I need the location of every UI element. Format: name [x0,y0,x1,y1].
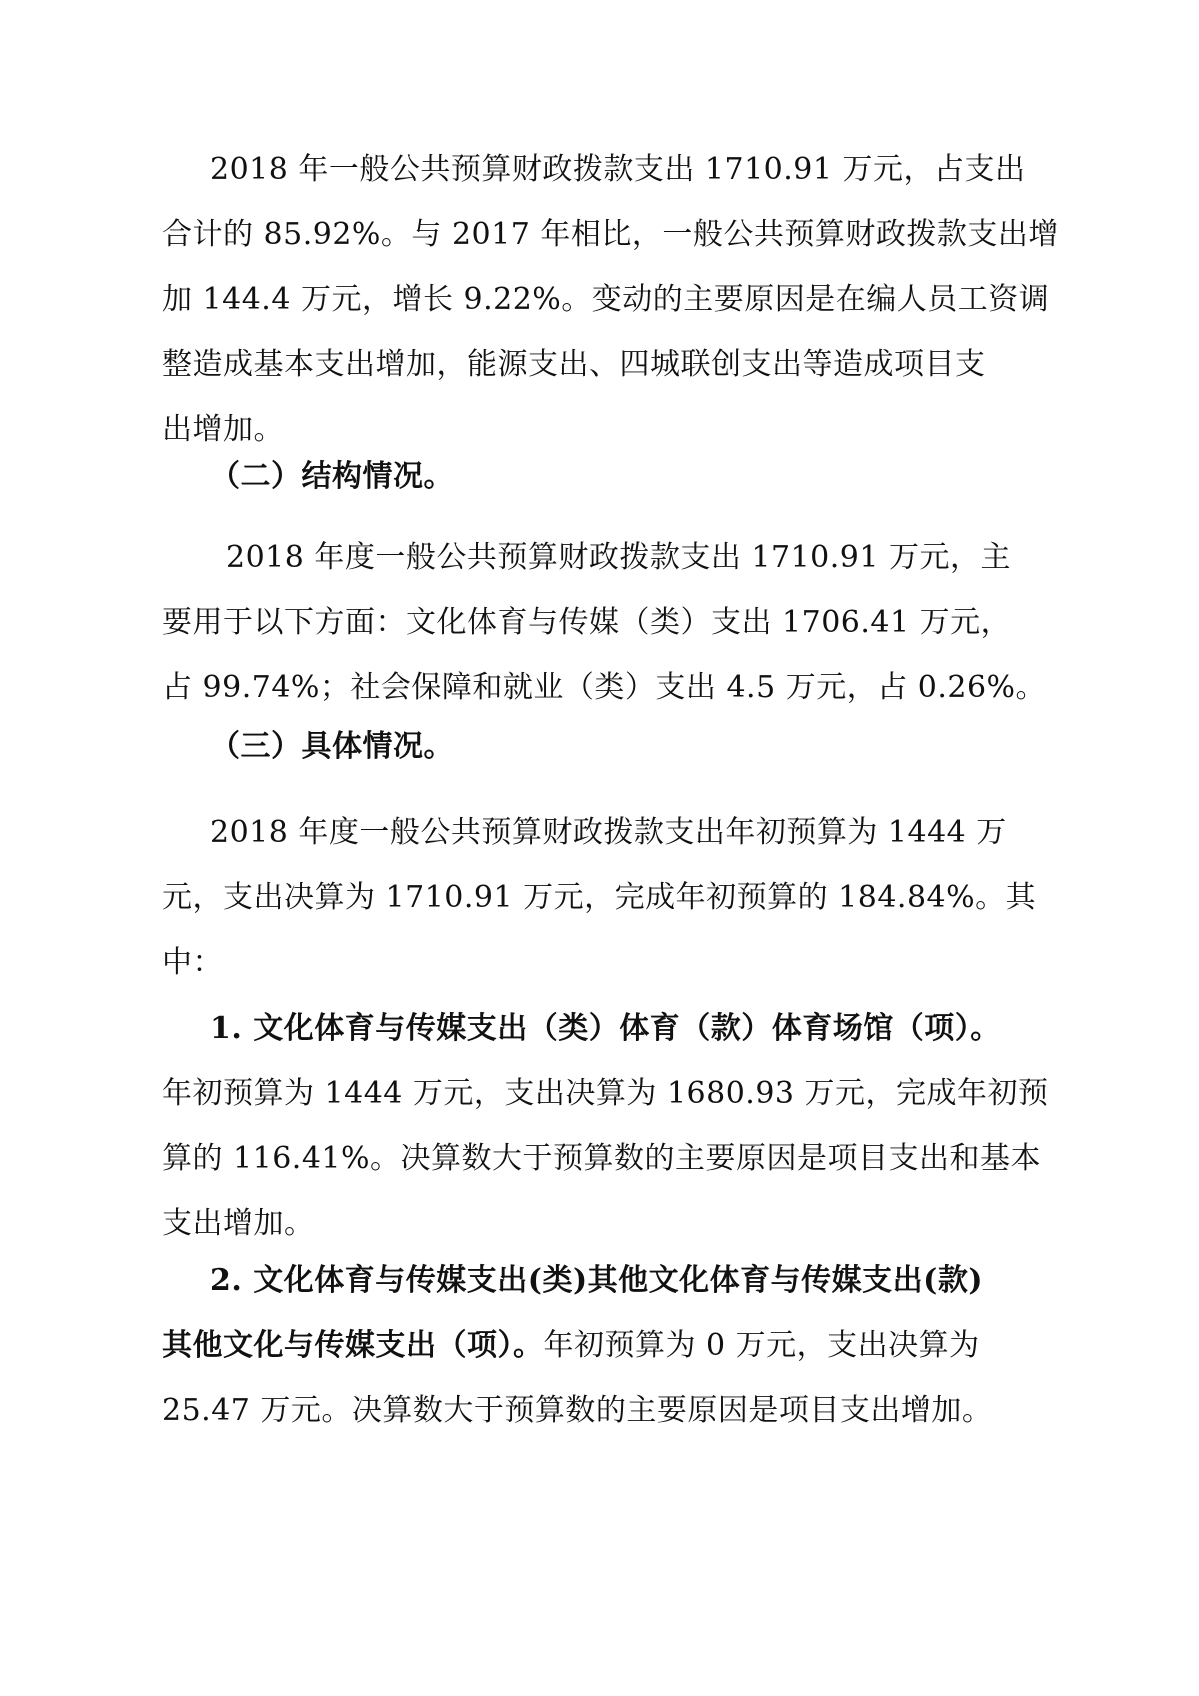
paragraph-details [162,800,1048,995]
paragraph-structure [162,525,1048,720]
paragraph-line: 中： [162,945,223,980]
section-heading-details: （三）具体情况。 [210,729,454,764]
paragraph-line: 年初预算为 1444 万元，支出决算为 1680.93 万元，完成年初预 [162,1076,1049,1111]
paragraph-line: 支出增加。 [162,1206,315,1241]
item-title-bold: 其他文化与传媒支出（项）。 [162,1328,544,1363]
paragraph-line: 25.47 万元。决算数大于预算数的主要原因是项目支出增加。 [162,1393,993,1428]
item-title: 1. 文化体育与传媒支出（类）体育（款）体育场馆（项）。 [210,1011,1001,1046]
paragraph-line: 2018 年一般公共预算财政拨款支出 1710.91 万元，占支出 [210,152,1026,187]
paragraph-line: 加 144.4 万元，增长 9.22%。变动的主要原因是在编人员工资调 [162,282,1050,317]
item-title: 2. 文化体育与传媒支出(类)其他文化体育与传媒支出(款) [210,1263,984,1298]
paragraph-line: 算的 116.41%。决算数大于预算数的主要原因是项目支出和基本 [162,1141,1042,1176]
paragraph-line: 整造成基本支出增加，能源支出、四城联创支出等造成项目支 [162,347,986,382]
item-other-culture-media [162,1248,1048,1443]
paragraph-total-expenditure [162,137,1059,462]
paragraph-text: 年初预算为 0 万元，支出决算为 [543,1328,980,1363]
paragraph-line: 合计的 85.92%。与 2017 年相比，一般公共预算财政拨款支出增 [162,217,1059,252]
paragraph-line: 2018 年度一般公共预算财政拨款支出年初预算为 1444 万 [210,815,1007,850]
paragraph-line: 要用于以下方面：文化体育与传媒（类）支出 1706.41 万元， [162,605,1012,640]
item-title-continuation [162,1313,1048,1378]
paragraph-line: 元，支出决算为 1710.91 万元，完成年初预算的 184.84%。其 [162,880,1037,915]
paragraph-line: 2018 年度一般公共预算财政拨款支出 1710.91 万元，主 [226,540,1012,575]
section-heading-structure: （二）结构情况。 [210,459,454,494]
paragraph-line: 出增加。 [162,412,284,447]
item-stadiums [162,996,1048,1256]
paragraph-line: 占 99.74%；社会保障和就业（类）支出 4.5 万元，占 0.26%。 [162,670,1047,705]
